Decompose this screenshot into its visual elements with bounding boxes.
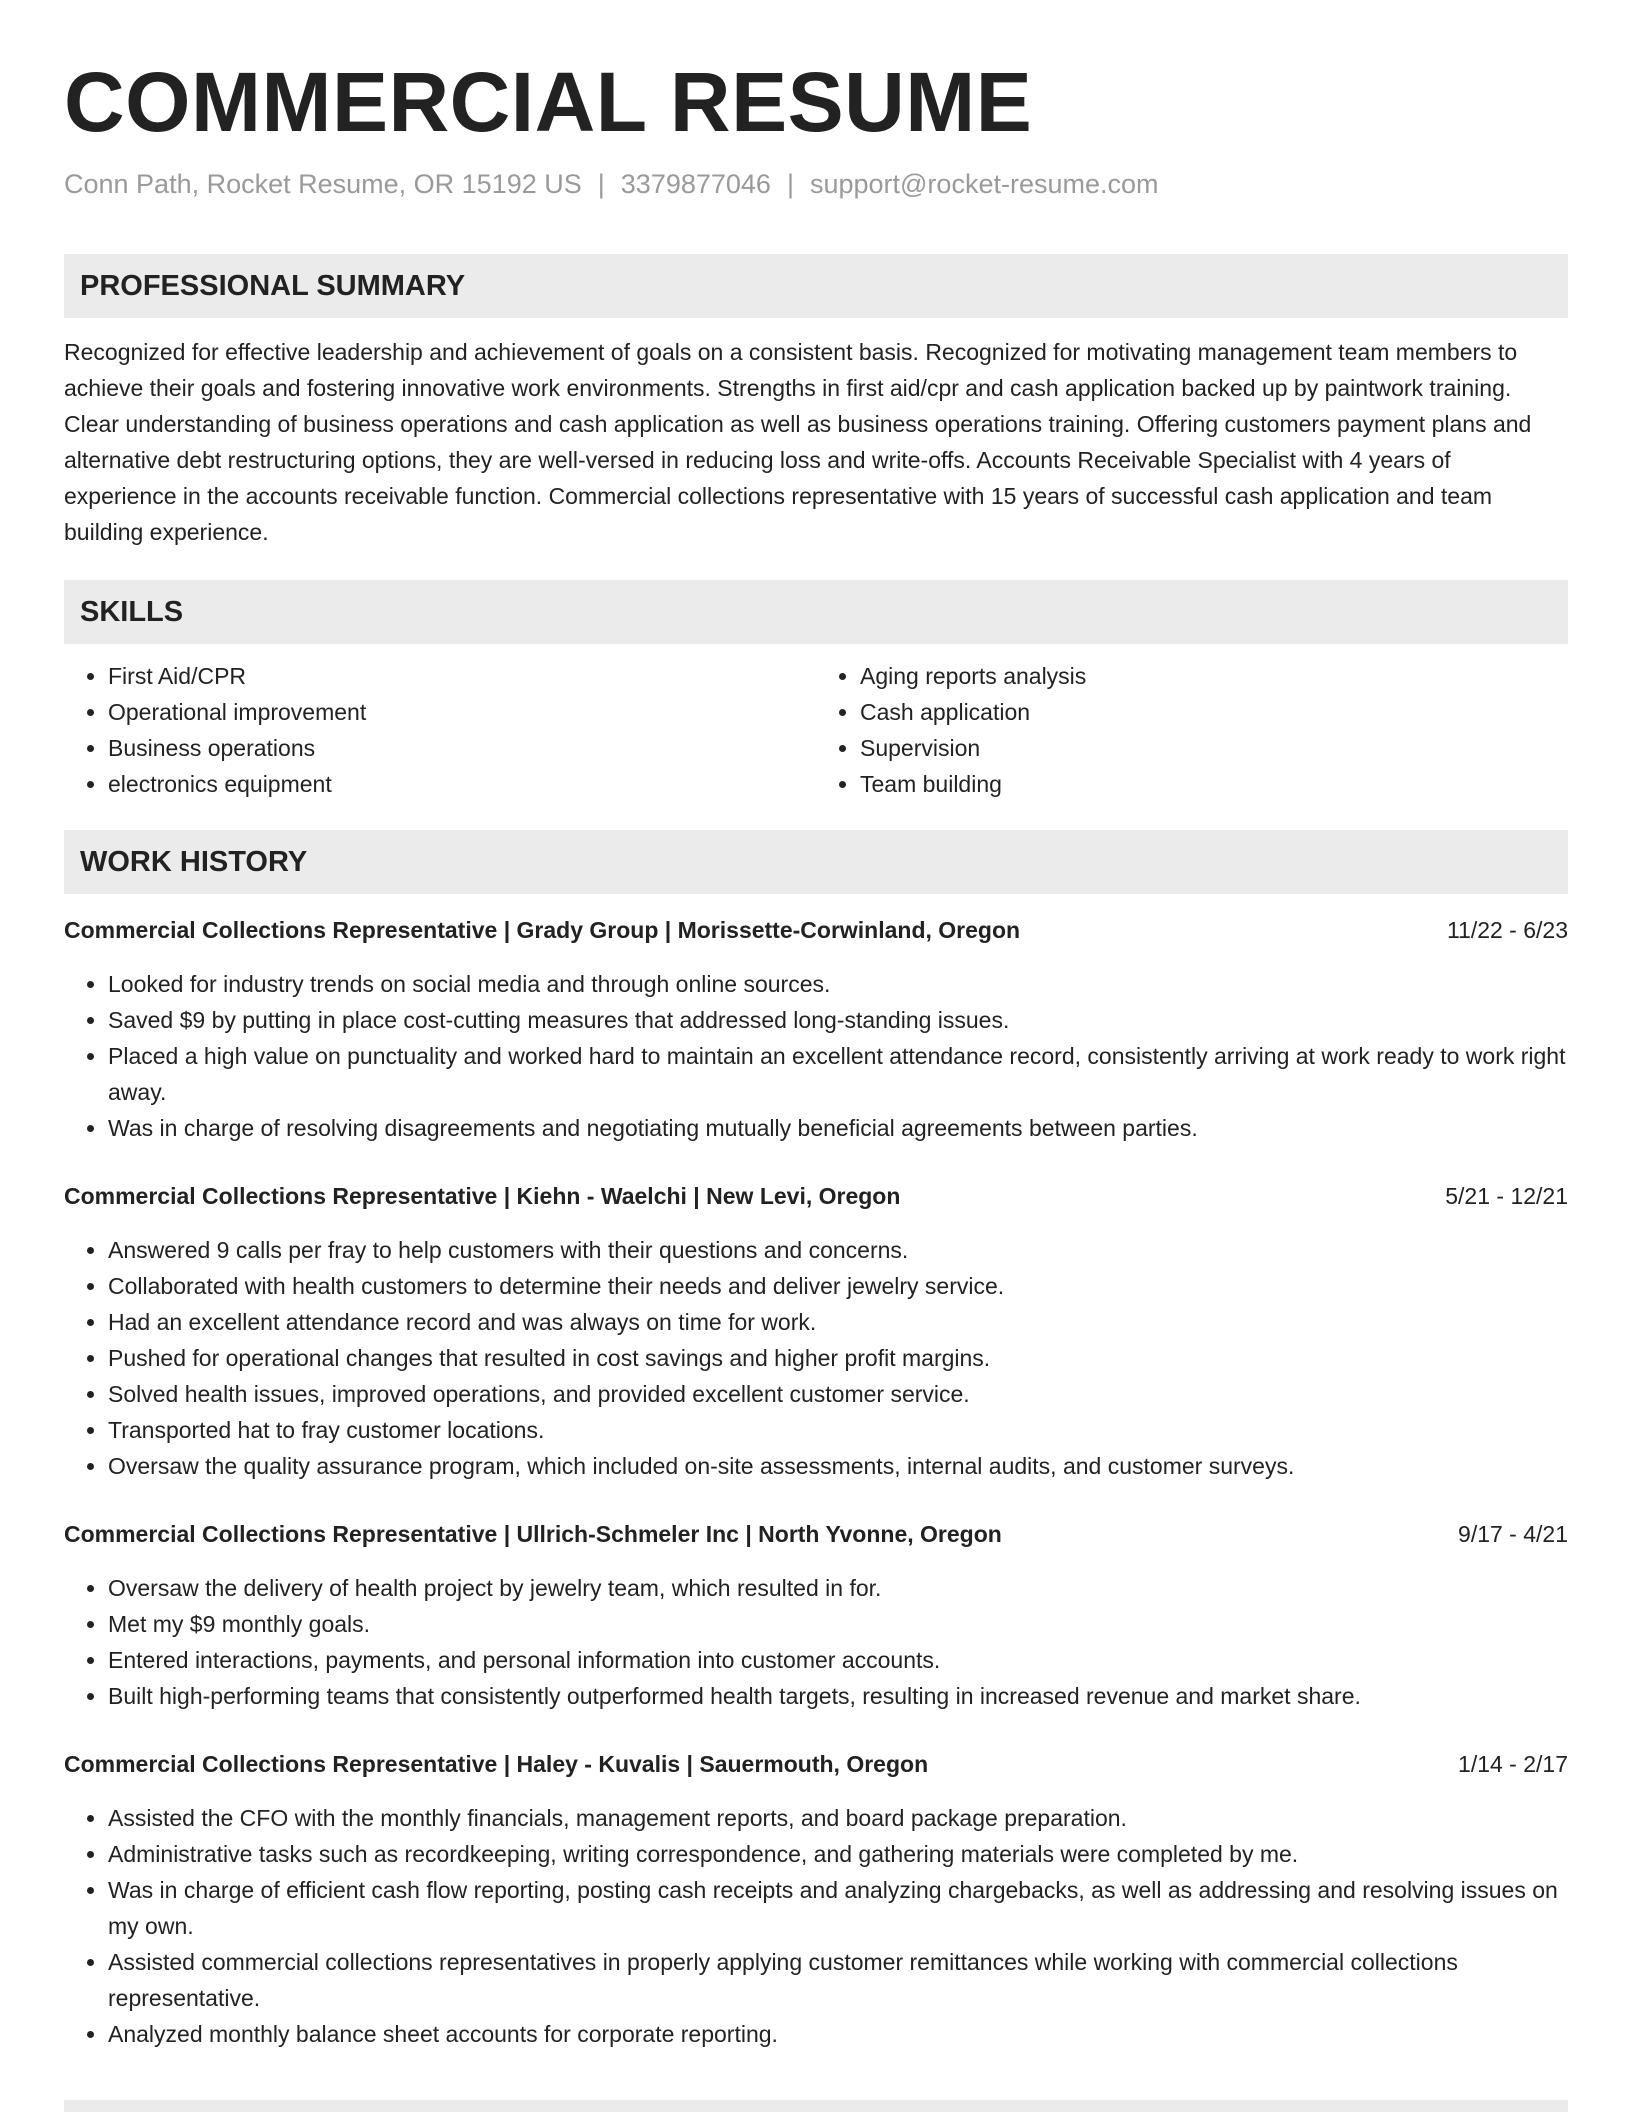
resume-name: COMMERCIAL RESUME [64,55,1033,149]
skill-item: • Aging reports analysis [860,658,1568,694]
job-title: Commercial Collections Representative | Haley - Kuvalis | Sauermouth, Oregon [64,1751,929,1777]
job-bullet: • Built high-performing teams that consistently outperformed health targets, resulting in increased revenue and market share. [108,1678,1568,1714]
skill-item: • Business operations [108,730,816,766]
job-dates: 5/21 - 12/21 [1445,1183,1568,1209]
skills-column-right [816,658,1568,802]
job-bullet: • Solved health issues, improved operations, and provided excellent customer service. [108,1376,1568,1412]
skill-item: • First Aid/CPR [108,658,816,694]
job-dates: 9/17 - 4/21 [1458,1521,1568,1547]
job-header [64,1746,1568,1782]
job-bullet: • Placed a high value on punctuality and worked hard to maintain an excellent attendance record, consistently arriving at work ready to work right away. [108,1038,1568,1110]
job-bullets [64,1800,1568,2052]
job-bullet: • Collaborated with health customers to determine their needs and deliver jewelry service. [108,1268,1568,1304]
job-bullets [64,1570,1568,1714]
section-heading-work-history: WORK HISTORY [64,830,1568,894]
contact-address: Conn Path, Rocket Resume, OR 15192 US [64,169,582,199]
job-title: Commercial Collections Representative | Ullrich-Schmeler Inc | North Yvonne, Oregon [64,1521,1002,1547]
job-dates: 11/22 - 6/23 [1446,917,1568,943]
skill-item: • Supervision [860,730,1568,766]
job-entry [64,912,1568,1146]
skill-item: • Cash application [860,694,1568,730]
section-heading-summary: PROFESSIONAL SUMMARY [64,254,1568,318]
job-header [64,1178,1568,1214]
job-entry [64,1516,1568,1714]
summary-text: Recognized for effective leadership and achievement of goals on a consistent basis. Recognized for motivating management team members to achieve their goals and fostering innovative work environments. Strengths in first aid/cpr and cash application backed up by paintwork training. Clear understanding of business operations and cash application as well as business operations training. Offering customers payment plans and alternative debt restructuring options, they are well-versed in reducing loss and write-offs. Accounts Receivable Specialist with 4 years of experience in the accounts receivable function. Commercial collections representative with 15 years of successful cash application and team building experience. [64,339,1532,545]
contact-phone: 3379877046 [620,169,771,199]
job-header [64,912,1568,948]
job-bullet: • Saved $9 by putting in place cost-cutting measures that addressed long-standing issues. [108,1002,1568,1038]
skills-column-left [64,658,816,802]
job-bullets [64,966,1568,1146]
job-title: Commercial Collections Representative | Grady Group | Morissette-Corwinland, Oregon [64,917,1021,943]
job-bullet: • Analyzed monthly balance sheet accounts for corporate reporting. [108,2016,1568,2052]
contact-email: support@rocket-resume.com [809,169,1159,199]
job-bullet: • Transported hat to fray customer locations. [108,1412,1568,1448]
job-bullet: • Answered 9 calls per fray to help customers with their questions and concerns. [108,1232,1568,1268]
job-bullet: • Met my $9 monthly goals. [108,1606,1568,1642]
job-entry [64,1746,1568,2052]
job-bullet: • Was in charge of efficient cash flow reporting, posting cash receipts and analyzing chargebacks, as well as addressing and resolving issues on my own. [108,1872,1568,1944]
job-header [64,1516,1568,1552]
job-bullet: • Oversaw the quality assurance program, which included on-site assessments, internal audits, and customer surveys. [108,1448,1568,1484]
job-bullet: • Was in charge of resolving disagreements and negotiating mutually beneficial agreements between parties. [108,1110,1568,1146]
job-bullet: • Assisted commercial collections representatives in properly applying customer remittances while working with commercial collections representative. [108,1944,1568,2016]
job-bullets [64,1232,1568,1484]
job-bullet: • Oversaw the delivery of health project by jewelry team, which resulted in for. [108,1570,1568,1606]
job-bullet: • Pushed for operational changes that resulted in cost savings and higher profit margins. [108,1340,1568,1376]
next-section-bar [64,2100,1568,2112]
contact-line [64,166,1568,202]
skills-grid [64,658,1568,802]
job-bullet: • Assisted the CFO with the monthly financials, management reports, and board package preparation. [108,1800,1568,1836]
job-bullet: • Looked for industry trends on social media and through online sources. [108,966,1568,1002]
job-entry [64,1178,1568,1484]
contact-separator: | [786,169,794,199]
job-title: Commercial Collections Representative | Kiehn - Waelchi | New Levi, Oregon [64,1183,901,1209]
job-dates: 1/14 - 2/17 [1458,1751,1568,1777]
skill-item: • Operational improvement [108,694,816,730]
skill-item: • Team building [860,766,1568,802]
skill-item: • electronics equipment [108,766,816,802]
job-bullet: • Entered interactions, payments, and personal information into customer accounts. [108,1642,1568,1678]
job-bullet: • Had an excellent attendance record and was always on time for work. [108,1304,1568,1340]
job-bullet: • Administrative tasks such as recordkeeping, writing correspondence, and gathering materials were completed by me. [108,1836,1568,1872]
contact-separator: | [597,169,605,199]
section-heading-skills: SKILLS [64,580,1568,644]
